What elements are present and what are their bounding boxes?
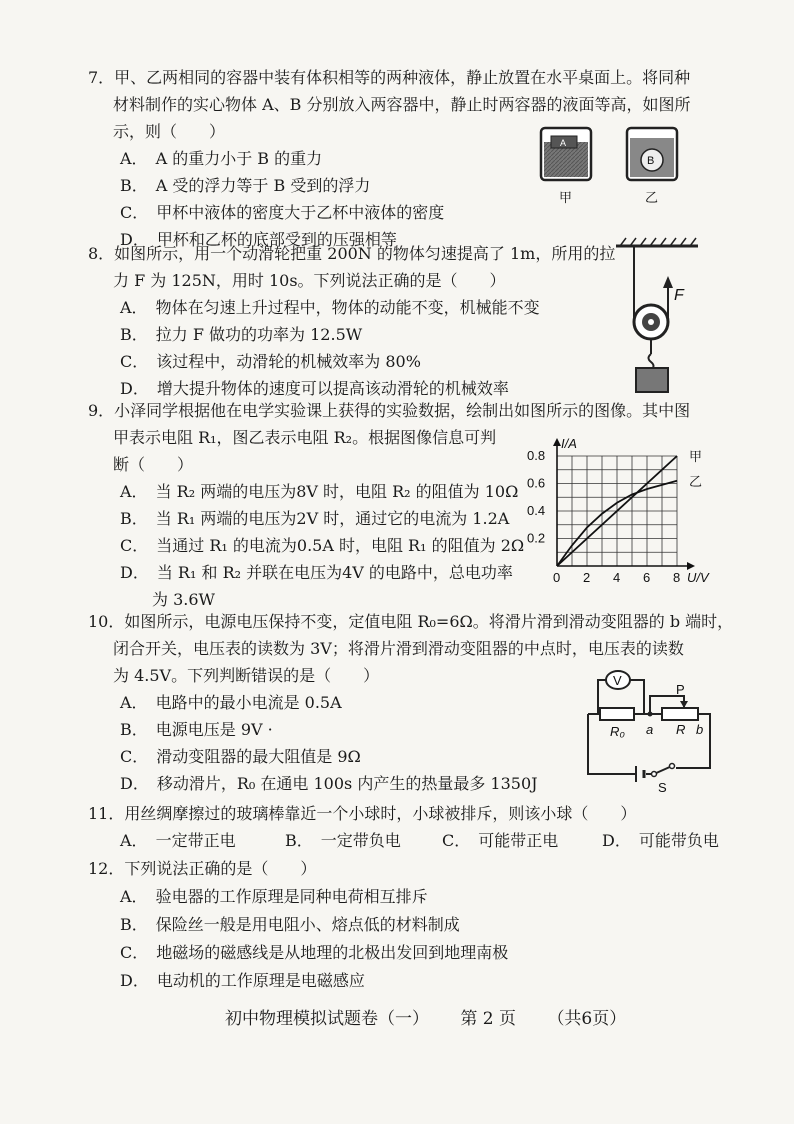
- q12-option-a: A． 验电器的工作原理是同种电荷相互排斥: [120, 887, 428, 906]
- cup-jia: [541, 128, 591, 180]
- q10-option-a: A． 电路中的最小电流是 0.5A: [120, 693, 342, 712]
- q11-option-a: A． 一定带正电: [120, 831, 236, 850]
- cup-yi-label: 乙: [645, 190, 659, 205]
- q9-option-d: D． 当 R₁ 和 R₂ 并联在电压为4V 的电路中，总电功率: [120, 563, 513, 582]
- q10-option-d: D． 移动滑片，R₀ 在通电 100s 内产生的热量最多 1350J: [120, 774, 538, 793]
- q11-stem-line-1: 11．用丝绸摩擦过的玻璃棒靠近一个小球时，小球被排斥，则该小球（ ）: [88, 804, 637, 823]
- q8-stem-line-1: 8．如图所示，用一个动滑轮把重 200N 的物体匀速提高了 1m，所用的拉: [88, 244, 616, 263]
- switch-label: S: [658, 780, 667, 794]
- series-yi-label: 乙: [689, 473, 703, 489]
- q10-stem-line-2: 闭合开关，电压表的读数为 3V；将滑片滑到滑动变阻器的中点时，电压表的读数: [113, 639, 684, 658]
- q12-stem-line-1: 12．下列说法正确的是（ ）: [88, 859, 317, 878]
- footer-page-number: 第 2 页: [460, 1009, 517, 1029]
- series-jia-label: 甲: [689, 449, 703, 464]
- x-axis-label: U/V: [687, 570, 709, 585]
- q10-circuit-figure: [580, 668, 718, 794]
- q9-stem-line-2: 甲表示电阻 R₁，图乙表示电阻 R₂。根据图像信息可判: [113, 428, 497, 447]
- x-tick-label: 2: [583, 570, 591, 585]
- q11-option-c: C． 可能带正电: [442, 831, 559, 850]
- x-tick-label: 0: [553, 570, 561, 585]
- q9-option-b: B． 当 R₁ 两端的电压为2V 时，通过它的电流为 1.2A: [120, 509, 510, 528]
- iv-chart: [515, 436, 715, 586]
- q11-option-b: B． 一定带负电: [285, 831, 401, 850]
- q7-stem-line-2: 材料制作的实心物体 A、B 分别放入两容器中，静止时两容器的液面等高，如图所: [113, 95, 691, 114]
- q10-stem-line-3: 为 4.5V。下列判断错误的是（ ）: [113, 666, 380, 685]
- x-tick-label: 6: [643, 570, 651, 585]
- q7-option-d: D． 甲杯和乙杯的底部受到的压强相等: [120, 230, 397, 249]
- force-label: F: [674, 287, 684, 304]
- q11-option-d: D． 可能带负电: [602, 831, 719, 850]
- q7-containers-figure: [535, 124, 695, 208]
- q10-option-b: B． 电源电压是 9V ·: [120, 720, 273, 739]
- q7-stem-line-1: 7．甲、乙两相同的容器中装有体积相等的两种液体，静止放置在水平桌面上。将同种: [88, 68, 691, 87]
- svg-text:A: A: [560, 138, 567, 148]
- weight-block: [636, 368, 668, 392]
- q8-option-d: D． 增大提升物体的速度可以提高该动滑轮的机械效率: [120, 379, 509, 398]
- slider-label: P: [676, 682, 685, 697]
- q10-option-c: C． 滑动变阻器的最大阻值是 9Ω: [120, 747, 361, 766]
- q9-stem-line-3: 断（ ）: [113, 455, 194, 474]
- q8-option-b: B． 拉力 F 做功的功率为 12.5W: [120, 325, 363, 344]
- r0-label: R₀: [610, 724, 625, 739]
- q8-option-c: C． 该过程中，动滑轮的机械效率为 80%: [120, 352, 421, 371]
- x-tick-label: 4: [613, 570, 621, 585]
- y-tick-label: 0.6: [527, 475, 546, 491]
- y-tick-label: 0.4: [527, 503, 546, 518]
- cup-yi: [627, 128, 677, 180]
- svg-text:B: B: [647, 155, 655, 167]
- footer-title: 初中物理模拟试题卷（一）: [225, 1009, 429, 1029]
- y-axis-label: I/A: [561, 436, 577, 451]
- q8-option-a: A． 物体在匀速上升过程中，物体的动能不变，机械能不变: [120, 298, 540, 317]
- rheostat-label: R: [676, 722, 686, 737]
- y-tick-label: 0.8: [527, 448, 546, 463]
- q9-stem-line-1: 9．小泽同学根据他在电学实验课上获得的实验数据，绘制出如图所示的图像。其中图: [88, 401, 691, 420]
- q8-stem-line-2: 力 F 为 125N，用时 10s。下列说法正确的是（ ）: [113, 271, 506, 290]
- q7-stem-line-3: 示，则（ ）: [113, 122, 226, 141]
- point-a-label: a: [646, 722, 654, 737]
- footer-total-pages: （共6页）: [547, 1009, 627, 1029]
- q7-option-c: C． 甲杯中液体的密度大于乙杯中液体的密度: [120, 203, 445, 222]
- x-tick-label: 8: [673, 570, 681, 585]
- q8-pulley-figure: [606, 236, 706, 394]
- q10-stem-line-1: 10．如图所示，电源电压保持不变，定值电阻 R₀=6Ω。将滑片滑到滑动变阻器的 b 端时，: [88, 612, 734, 631]
- voltmeter-label: V: [613, 673, 622, 688]
- slider-arrow-icon: [680, 701, 688, 708]
- q7-option-b: B． A 受的浮力等于 B 受到的浮力: [120, 176, 371, 195]
- q9-option-d-continued: 为 3.6W: [152, 590, 215, 609]
- q9-option-a: A． 当 R₂ 两端的电压为8V 时，电阻 R₂ 的阻值为 10Ω: [120, 482, 519, 501]
- q12-option-d: D． 电动机的工作原理是电磁感应: [120, 971, 365, 990]
- page-footer: [225, 1004, 652, 1029]
- y-tick-label: 0.2: [527, 530, 546, 546]
- y-axis-arrow-icon: [553, 438, 561, 446]
- q7-option-a: A． A 的重力小于 B 的重力: [120, 149, 323, 168]
- q12-option-c: C． 地磁场的磁感线是从地理的北极出发回到地理南极: [120, 943, 509, 962]
- force-arrow-icon: [663, 276, 673, 288]
- cup-jia-label: 甲: [559, 190, 573, 205]
- point-b-label: b: [696, 722, 704, 737]
- x-axis-arrow-icon: [687, 562, 695, 570]
- q12-option-b: B． 保险丝一般是用电阻小、熔点低的材料制成: [120, 915, 460, 934]
- q9-option-c: C． 当通过 R₁ 的电流为0.5A 时，电阻 R₁ 的阻值为 2Ω: [120, 536, 525, 555]
